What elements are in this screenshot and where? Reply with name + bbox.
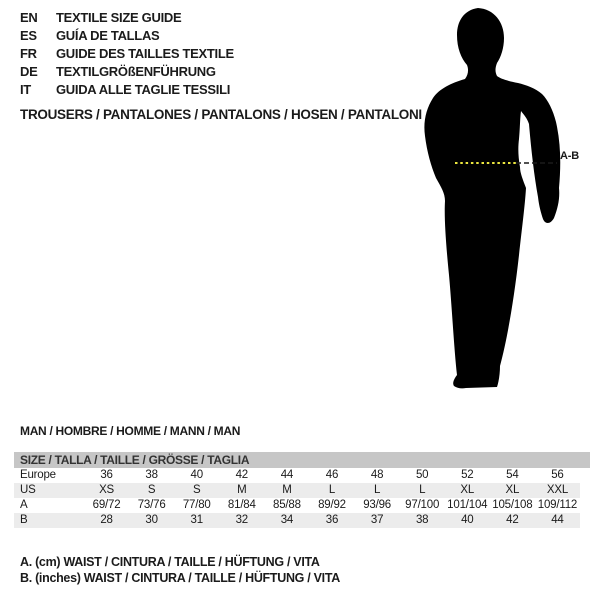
- language-row-it: [20, 81, 234, 99]
- cell: 36: [100, 469, 113, 481]
- cell: L: [373, 484, 381, 496]
- cell: 56: [551, 469, 564, 481]
- cell: 48: [370, 469, 384, 481]
- cell: 89/92: [318, 499, 346, 511]
- section-heading-man: MAN / HOMBRE / HOMME / MANN / MAN: [20, 424, 241, 438]
- language-code: EN: [20, 10, 38, 25]
- language-code: IT: [20, 82, 31, 97]
- cell: XS: [99, 484, 115, 496]
- cell: S: [147, 484, 156, 496]
- footnotes: [20, 554, 340, 586]
- language-row-en: [20, 9, 234, 27]
- cell: 50: [415, 469, 429, 481]
- cell: 109/112: [537, 499, 578, 511]
- cell: 81/84: [227, 499, 256, 511]
- cell: 32: [235, 514, 249, 526]
- cell: 77/80: [182, 499, 211, 511]
- cell: 44: [551, 514, 564, 526]
- cell: 44: [280, 469, 294, 481]
- cell: L: [419, 484, 426, 496]
- cell: M: [237, 484, 247, 496]
- language-row-fr: [20, 45, 234, 63]
- cell: 52: [461, 469, 474, 481]
- man-silhouette: [424, 8, 560, 388]
- cell: M: [282, 484, 292, 496]
- table-row-b-inches: [14, 513, 580, 528]
- cell: 30: [145, 514, 158, 526]
- cell: 34: [280, 514, 294, 526]
- cell: 73/76: [137, 499, 166, 511]
- figure-man: [418, 0, 588, 395]
- footnote-b: B. (inches) WAIST / CINTURA / TAILLE / HÜFTUNG / VITA: [20, 571, 340, 585]
- language-label: GUÍA DE TALLAS: [56, 28, 160, 43]
- table-row-a-cm: [14, 498, 580, 513]
- language-row-de: [20, 63, 234, 81]
- cell: 105/108: [492, 499, 533, 511]
- row-label: A: [20, 499, 28, 511]
- cell: 36: [325, 514, 339, 526]
- cell: XL: [505, 484, 520, 496]
- cell: XL: [460, 484, 475, 496]
- cell: 42: [506, 514, 519, 526]
- cell: S: [192, 484, 201, 496]
- cell: 38: [145, 469, 158, 481]
- size-table: [14, 468, 580, 528]
- language-code: DE: [20, 64, 38, 79]
- cell: 85/88: [273, 499, 301, 511]
- row-label: Europe: [20, 469, 56, 481]
- cell: 97/100: [405, 499, 440, 511]
- cell: L: [328, 484, 336, 496]
- language-label: GUIDE DES TAILLES TEXTILE: [56, 46, 234, 61]
- language-code: ES: [20, 28, 37, 43]
- cell: XXL: [546, 484, 569, 496]
- cell: 37: [370, 514, 384, 526]
- cell: 69/72: [92, 499, 121, 511]
- table-row-us: [14, 483, 580, 498]
- cell: 40: [461, 514, 474, 526]
- row-label: US: [20, 484, 36, 496]
- cell: 42: [235, 469, 249, 481]
- cell: 28: [100, 514, 113, 526]
- measure-label-ab: A-B: [560, 150, 579, 162]
- language-row-es: [20, 27, 234, 45]
- cell: 46: [325, 469, 339, 481]
- cell: 31: [190, 514, 203, 526]
- language-label: GUIDA ALLE TAGLIE TESSILI: [56, 82, 231, 97]
- cell: 93/96: [363, 499, 391, 511]
- man-silhouette-icon: [418, 0, 588, 395]
- size-table-header: SIZE / TALLA / TAILLE / GRÖSSE / TAGLIA: [14, 452, 590, 468]
- language-code: FR: [20, 46, 37, 61]
- cell: 101/104: [447, 499, 488, 511]
- row-label: B: [20, 514, 28, 526]
- language-guide: [20, 9, 234, 99]
- cell: 38: [415, 514, 429, 526]
- cell: 54: [506, 469, 519, 481]
- cell: 40: [190, 469, 203, 481]
- footnote-a: A. (cm) WAIST / CINTURA / TAILLE / HÜFTUNG / VITA: [20, 555, 320, 569]
- table-row-europe: [14, 468, 580, 483]
- product-heading: TROUSERS / PANTALONES / PANTALONS / HOSEN / PANTALONI: [20, 107, 422, 122]
- language-label: TEXTILE SIZE GUIDE: [56, 10, 182, 25]
- language-label: TEXTILGRÖßENFÜHRUNG: [56, 64, 216, 79]
